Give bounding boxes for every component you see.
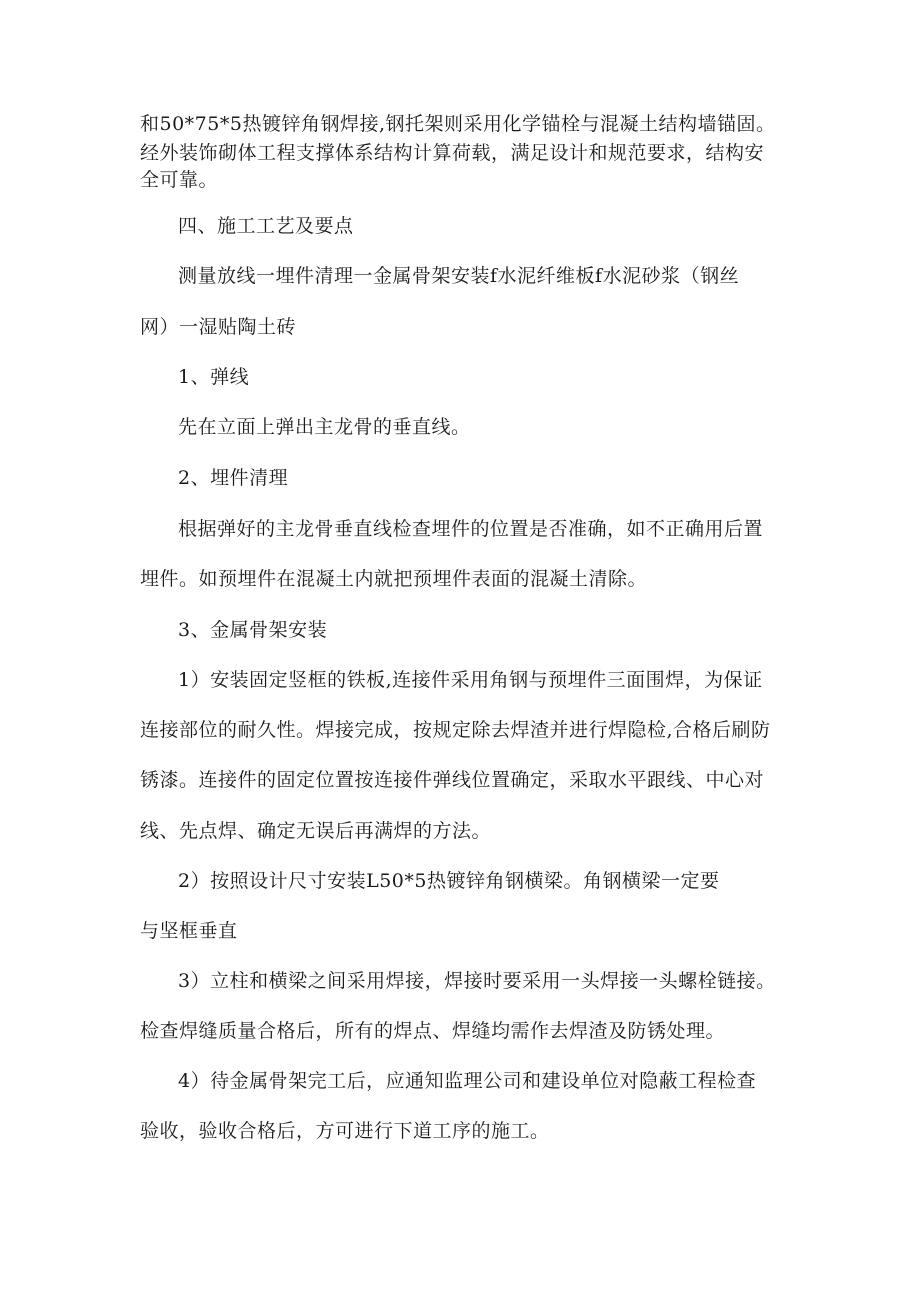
text-line: 先在立面上弹出主龙骨的垂直线。 xyxy=(178,416,471,438)
text-line: 2）按照设计尺寸安装L50*5热镀锌角钢横梁。角钢横梁一定要 xyxy=(178,870,720,892)
text-line: 3）立柱和横梁之间采用焊接，焊接时要采用一头焊接一头螺栓链接。 xyxy=(178,970,776,992)
text-line: 全可靠。 xyxy=(140,169,219,191)
text-line: 埋件。如预埋件在混凝土内就把预埋件表面的混凝土清除。 xyxy=(140,568,648,590)
subsection-heading: 3、金属骨架安装 xyxy=(178,619,328,641)
subsection-heading: 1、弹线 xyxy=(178,366,250,388)
text-line: 与坚框垂直 xyxy=(140,920,238,942)
text-line: 根据弹好的主龙骨垂直线检查埋件的位置是否准确，如不正确用后置 xyxy=(178,518,764,540)
text-line: 和50*75*5热镀锌角钢焊接,钢托架则采用化学锚栓与混凝土结构墙锚固。 xyxy=(140,113,776,135)
text-line: 1）安装固定竖框的铁板,连接件采用角钢与预埋件三面围焊，为保证 xyxy=(178,669,763,691)
section-heading: 四、施工工艺及要点 xyxy=(178,215,354,237)
text-line: 锈漆。连接件的固定位置按连接件弹线位置确定，采取水平跟线、中心对 xyxy=(140,769,765,791)
text-line: 验收，验收合格后，方可进行下道工序的施工。 xyxy=(140,1120,550,1142)
text-line: 网）一湿贴陶土砖 xyxy=(140,316,297,338)
text-line: 线、先点焊、确定无误后再满焊的方法。 xyxy=(140,820,492,842)
text-line: 测量放线一埋件清理一金属骨架安装f水泥纤维板f水泥砂浆（钢丝 xyxy=(178,265,740,287)
text-line: 检查焊缝质量合格后，所有的焊点、焊缝均需作去焊渣及防锈处理。 xyxy=(140,1020,726,1042)
subsection-heading: 2、埋件清理 xyxy=(178,467,289,489)
text-line: 连接部位的耐久性。焊接完成，按规定除去焊渣并进行焊隐检,合格后刷防 xyxy=(140,719,771,741)
text-line: 4）待金属骨架完工后，应通知监理公司和建设单位对隐蔽工程检查 xyxy=(178,1070,757,1092)
text-line: 经外装饰砌体工程支撑体系结构计算荷载，满足设计和规范要求，结构安 xyxy=(140,142,765,164)
